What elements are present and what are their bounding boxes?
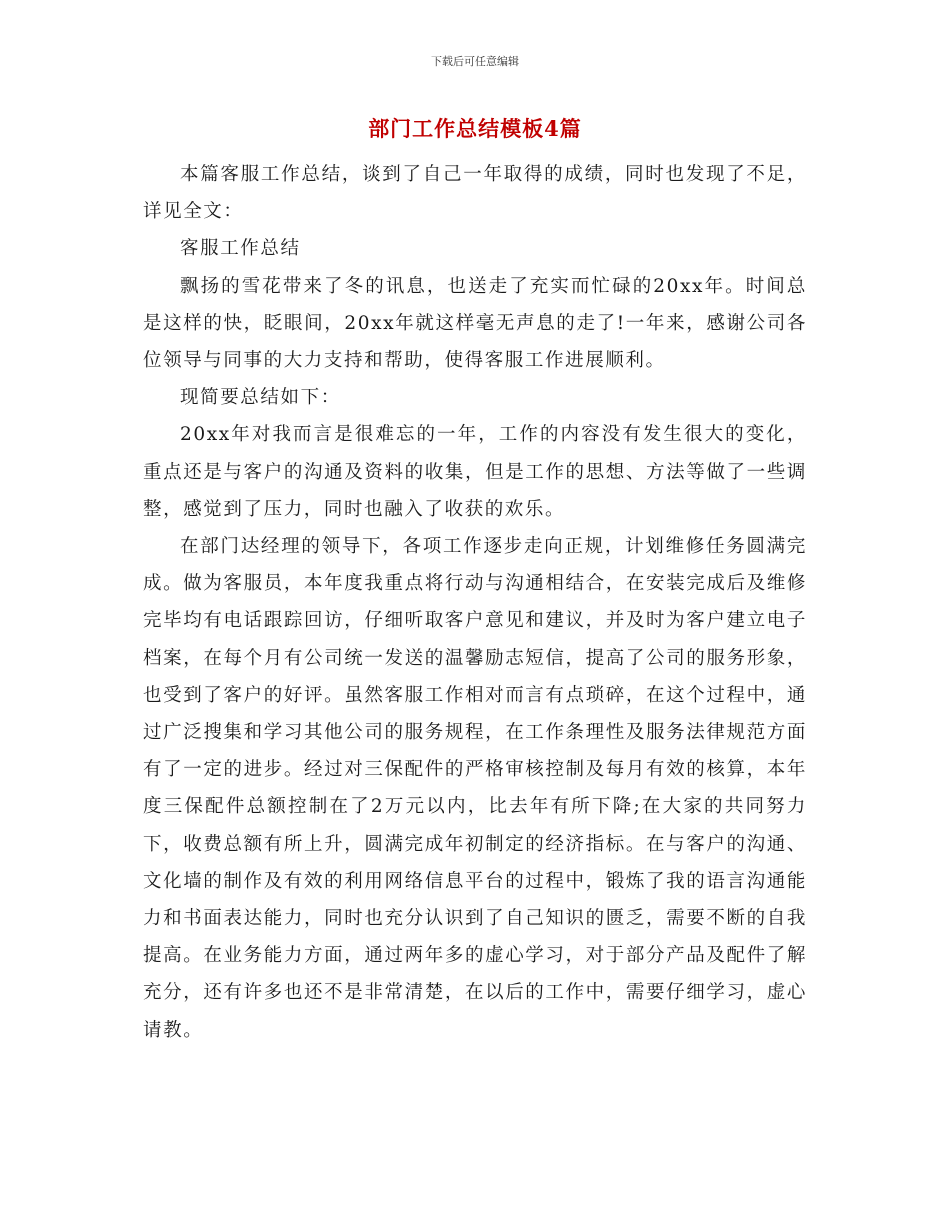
paragraph-achievements: 在部门达经理的领导下，各项工作逐步走向正规，计划维修任务圆满完成。做为客服员，本年度我重点将行动与沟通相结合，在安装完成后及维修完毕均有电话跟踪回访，仔细听取客户意见和建议，并及时为客户建立电子档案，在每个月有公司统一发送的温馨励志短信，提高了公司的服务形象，也受到了客户的好评。虽然客服工作相对而言有点琐碎，在这个过程中，通过广泛搜集和学习其他公司的服务规程，在工作条理性及服务法律规范方面有了一定的进步。经过对三保配件的严格审核控制及每月有效的核算，本年度三保配件总额控制在了2万元以内，比去年有所下降;在大家的共同努力下，收费总额有所上升，圆满完成年初制定的经济指标。在与客户的沟通、文化墙的制作及有效的利用网络信息平台的过程中，锻炼了我的语言沟通能力和书面表达能力，同时也充分认识到了自己知识的匮乏，需要不断的自我提高。在业务能力方面，通过两年多的虚心学习，对于部分产品及配件了解充分，还有许多也还不是非常清楚，在以后的工作中，需要仔细学习，虚心请教。 [143, 536, 807, 1041]
paragraph-year-review: 20xx年对我而言是很难忘的一年，工作的内容没有发生很大的变化，重点还是与客户的沟通及资料的收集，但是工作的思想、方法等做了一些调整，感觉到了压力，同时也融入了收获的欢乐。 [143, 424, 807, 520]
paragraph-subheading: 客服工作总结 [180, 238, 301, 260]
header-note: 下载后可任意编辑 [431, 55, 519, 68]
paragraph-summary-lead: 现简要总结如下： [180, 387, 341, 409]
paragraph-intro: 本篇客服工作总结，谈到了自己一年取得的成绩，同时也发现了不足，详见全文： [143, 164, 807, 223]
page-title: 部门工作总结模板4篇 [368, 116, 582, 141]
paragraph-opening: 飘扬的雪花带来了冬的讯息，也送走了充实而忙碌的20xx年。时间总是这样的快，眨眼间，20xx年就这样毫无声息的走了!一年来，感谢公司各位领导与同事的大力支持和帮助，使得客服工作进展顺利。 [143, 275, 807, 372]
document-body [143, 156, 807, 1049]
